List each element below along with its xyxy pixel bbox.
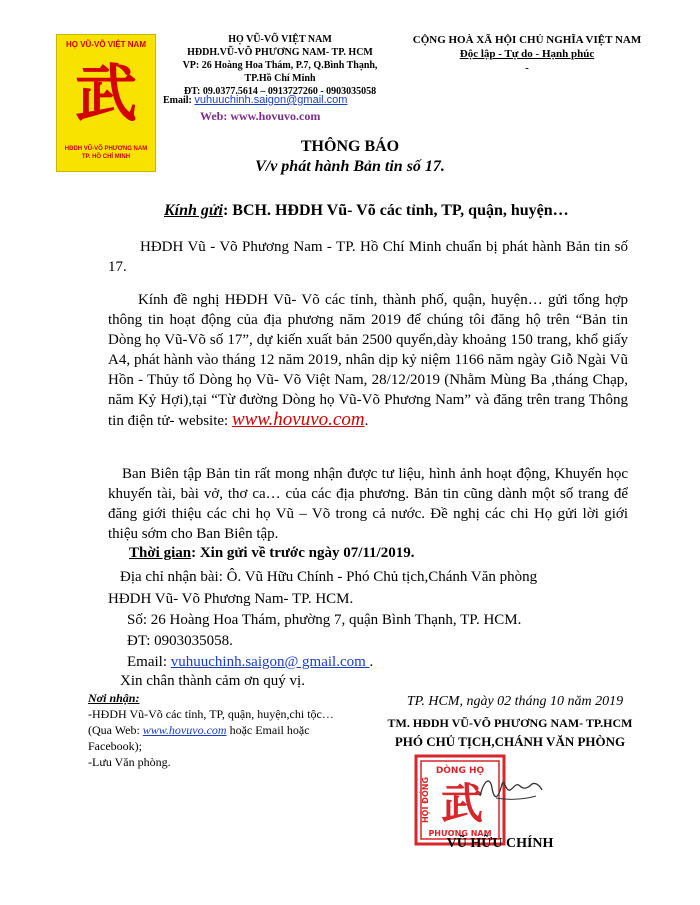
recipients-item-2: (Qua Web: www.hovuvo.com hoặc Email hoặc Facebook); <box>88 723 310 753</box>
national-title: CỘNG HOÀ XÃ HỘI CHỦ NGHĨA VIỆT NAM <box>412 34 642 46</box>
contact-phone: ĐT: 0903035058. <box>127 633 233 649</box>
national-motto: Độc lập - Tự do - Hạnh phúc <box>459 48 595 60</box>
svg-text:武: 武 <box>74 57 138 127</box>
org-address: VP: 26 Hoàng Hoa Thám, P.7, Q.Bình Thạnh, <box>182 60 378 71</box>
address-line-2: HĐDH Vũ- Võ Phương Nam- TP. HCM. <box>108 591 354 607</box>
svg-text:武: 武 <box>440 779 484 828</box>
website-link[interactable]: www.hovuvo.com <box>231 409 365 430</box>
recipients-item-1: -HĐDH Vũ-Võ các tỉnh, TP, quận, huyện,chi tộc… <box>88 707 334 721</box>
street-address: Số: 26 Hoàng Hoa Thám, phường 7, quận Bình Thạnh, TP. HCM. <box>127 612 522 628</box>
paragraph-2: Kính đề nghị HĐDH Vũ- Võ các tỉnh, thành phố, quận, huyện… gửi tổng hợp thông tin hoạt động của địa phương năm 2019 để chúng tôi đăng hộ trên “Bản tin Dòng họ Vũ-Võ số 17”, dự kiến xuất bản 2500 quyển,dày khoảng 150 trang, khổ giấy A4, phát hành vào tháng 12 năm 2019, nhân dịp kỷ niệm 1166 năm ngày Giỗ Ngài Vũ Hồn - Thủy tổ Dòng họ Vũ- Võ Việt Nam, 28/12/2019 (Nhằm Mùng Ba ,tháng Chạp, năm Kỷ Hợi),tại “Từ đường Dòng họ Vũ-Võ Phương Nam” và đăng trên trang Thông tin điện tử- website: www.hovuvo.com. <box>108 292 628 430</box>
recipient-label: Kính gửi <box>164 202 223 219</box>
document-title: THÔNG BÁO <box>300 138 400 155</box>
org-email: Email: vuhuuchinh.saigon@gmail.com <box>163 94 348 106</box>
national-dash: - <box>525 62 529 74</box>
org-email-link[interactable]: vuhuuchinh.saigon@gmail.com <box>194 94 348 106</box>
org-city: TP.Hồ Chí Minh <box>244 73 316 84</box>
svg-text:HỘI ĐỒNG: HỘI ĐỒNG <box>421 776 430 824</box>
org-phone: ĐT: 09.0377.5614 – 0913727260 - 0903035058 <box>183 86 377 97</box>
contact-email: Email: vuhuuchinh.saigon@ gmail.com . <box>127 654 374 670</box>
signer-name: VŨ HỮU CHÍNH <box>446 836 554 851</box>
contact-email-link[interactable]: vuhuuchinh.saigon@ gmail.com <box>170 654 370 670</box>
paragraph-1: HĐDH Vũ - Võ Phương Nam - TP. Hồ Chí Minh chuẩn bị phát hành Bản tin số 17. <box>108 239 628 275</box>
recipient-text: : BCH. HĐDH Vũ- Võ các tỉnh, TP, quận, huyện… <box>222 202 569 219</box>
signature-role-2: PHÓ CHỦ TỊCH,CHÁNH VĂN PHÒNG <box>394 734 626 749</box>
org-line1: HỌ VŨ-VÕ VIỆT NAM <box>228 34 332 45</box>
recipients-heading: Nơi nhận: <box>88 691 140 705</box>
document-subtitle: V/v phát hành Bản tin số 17. <box>255 158 445 175</box>
recipients-list <box>88 690 358 770</box>
svg-text:PHƯƠNG NAM: PHƯƠNG NAM <box>428 829 492 838</box>
org-header <box>160 33 400 98</box>
recipients-web-link[interactable]: www.hovuvo.com <box>142 723 227 737</box>
thanks-line: Xin chân thành cảm ơn quý vị. <box>120 673 305 689</box>
org-website[interactable]: Web: www.hovuvo.com <box>200 109 321 123</box>
recipients-item-3: -Lưu Văn phòng. <box>88 755 171 769</box>
logo-top-text: HỌ VŨ-VÕ VIỆT NAM <box>65 40 146 49</box>
logo-bottom-text: HĐDH VŨ-VÕ PHƯƠNG NAM TP. HỒ CHÍ MINH <box>64 146 148 160</box>
handwritten-signature-icon <box>476 770 546 806</box>
recipient-line <box>164 202 569 220</box>
org-line2: HĐDH.VŨ-VÕ PHƯƠNG NAM- TP. HCM <box>187 47 373 58</box>
signature-role-1: TM. HĐDH VŨ-VÕ PHƯƠNG NAM- TP.HCM <box>387 716 633 730</box>
signature-date: TP. HCM, ngày 02 tháng 10 năm 2019 <box>406 694 624 709</box>
martial-character-icon <box>71 57 141 127</box>
national-header <box>402 33 652 75</box>
svg-text:DÒNG HỌ: DÒNG HỌ <box>435 766 485 776</box>
address-line-1: Địa chỉ nhận bài: Ô. Vũ Hữu Chính - Phó Chủ tịch,Chánh Văn phòng <box>120 569 538 585</box>
paragraph-3: Ban Biên tập Bản tin rất mong nhận được tư liệu, hình ảnh hoạt động, Khuyến học khuyến tài, bài vở, thơ ca… của các địa phương. Bản tin cũng dành một số trang để đăng giới thiệu các chi họ Vũ – Võ trong cả nước. Đề nghị các chi Họ gửi lời giới thiệu sớm cho Ban Biên tập. <box>108 466 628 542</box>
deadline-line: Thời gian: Xin gửi về trước ngày 07/11/2019. <box>129 545 415 561</box>
